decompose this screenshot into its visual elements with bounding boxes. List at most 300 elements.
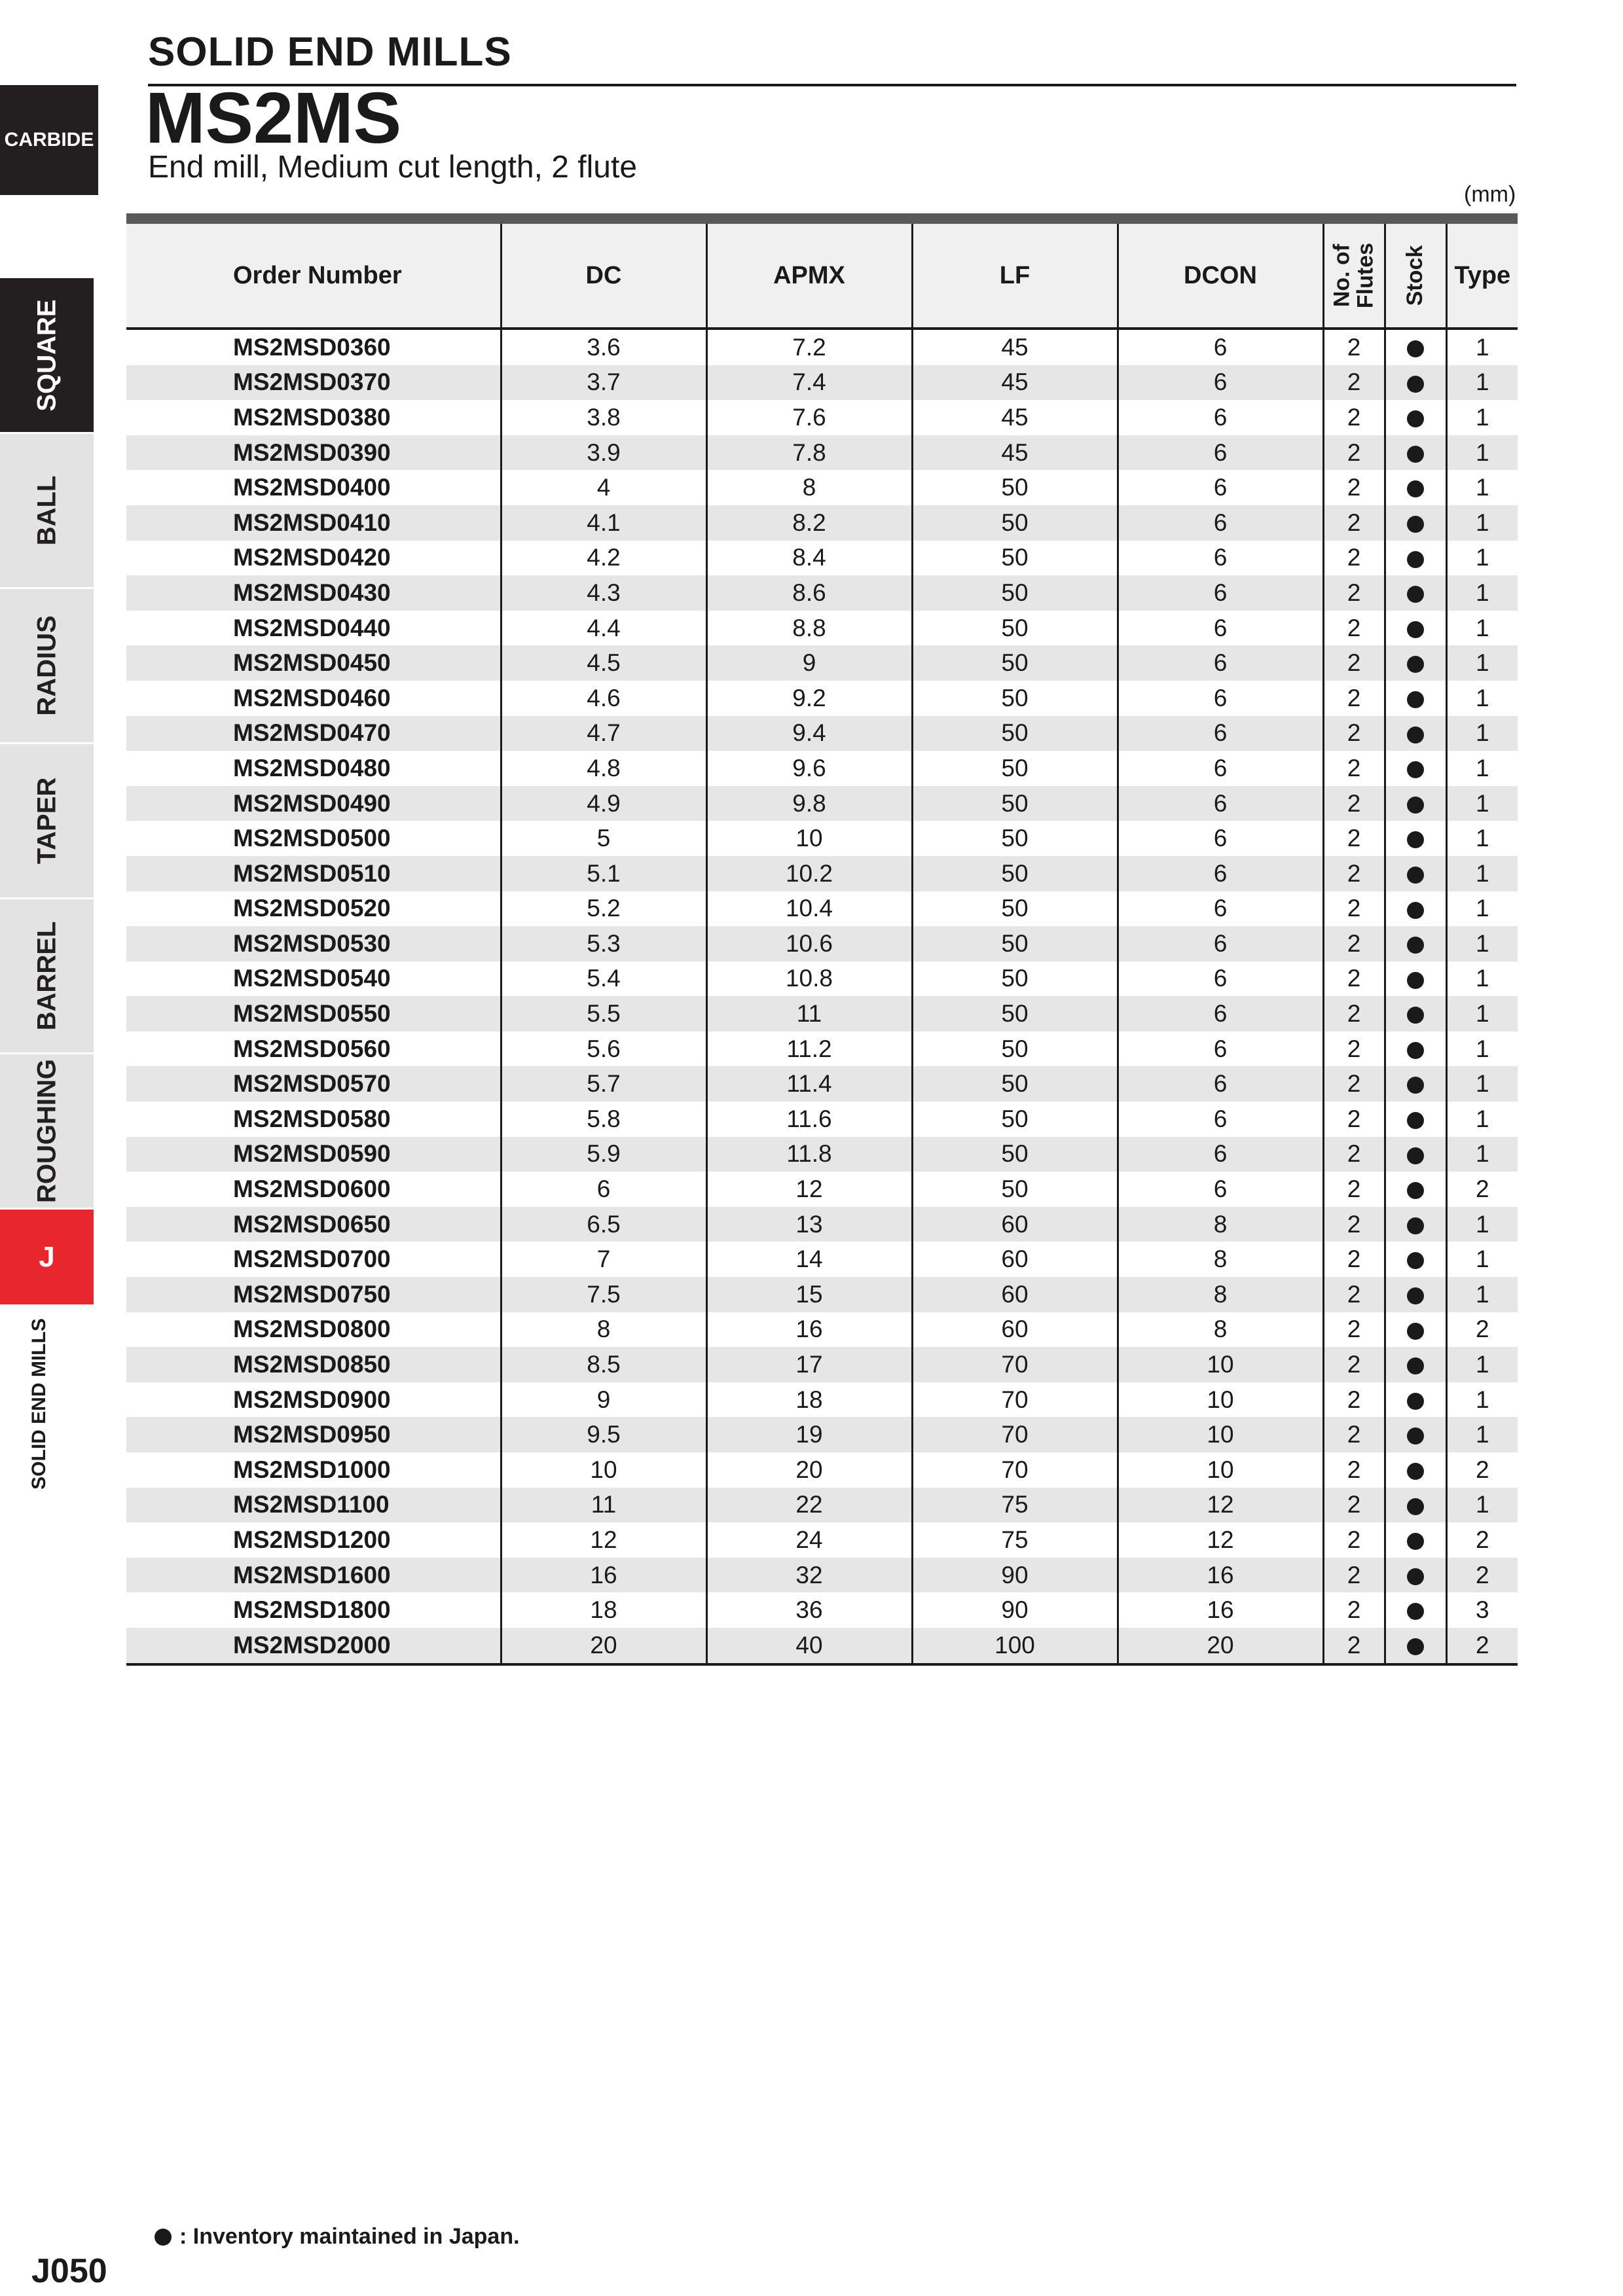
type-cell: 1 (1446, 1207, 1518, 1242)
lf-cell: 45 (912, 400, 1118, 435)
lf-cell: 90 (912, 1558, 1118, 1593)
table-row (126, 996, 1518, 1031)
flutes-cell: 2 (1323, 821, 1385, 856)
sidebar-tab-label: BALL (32, 475, 61, 546)
stock-cell (1385, 1417, 1446, 1452)
table-row (126, 1207, 1518, 1242)
apmx-cell: 9.4 (706, 716, 912, 751)
table-row (126, 856, 1518, 891)
header-stock (1385, 219, 1446, 329)
header-flutes (1323, 219, 1385, 329)
order-number-cell: MS2MSD0450 (126, 645, 501, 681)
sidebar-caption-text: SOLID END MILLS (28, 1318, 50, 1490)
stock-cell (1385, 751, 1446, 786)
sidebar-tab-square[interactable] (0, 278, 94, 432)
dc-cell: 3.9 (501, 435, 706, 471)
type-cell: 1 (1446, 996, 1518, 1031)
table-row (126, 1452, 1518, 1488)
product-code: MS2MS (145, 78, 402, 158)
flutes-cell: 2 (1323, 400, 1385, 435)
dc-cell: 4.9 (501, 786, 706, 821)
stock-cell (1385, 856, 1446, 891)
type-cell: 1 (1446, 470, 1518, 505)
stock-dot-icon (1407, 1042, 1424, 1059)
lf-cell: 45 (912, 329, 1118, 365)
flutes-cell: 2 (1323, 329, 1385, 365)
stock-dot-icon (1407, 551, 1424, 568)
stock-dot-icon (1407, 1323, 1424, 1340)
footnote (155, 2224, 520, 2250)
stock-dot-icon (1407, 516, 1424, 533)
apmx-cell: 19 (706, 1417, 912, 1452)
lf-cell: 45 (912, 435, 1118, 471)
table-row (126, 1312, 1518, 1348)
table-row (126, 1488, 1518, 1523)
sidebar-tab-taper[interactable] (0, 744, 94, 899)
dc-cell: 12 (501, 1522, 706, 1558)
flutes-cell: 2 (1323, 1312, 1385, 1348)
type-cell: 1 (1446, 891, 1518, 927)
section-letter-tab[interactable] (0, 1210, 94, 1304)
dc-cell: 3.8 (501, 400, 706, 435)
stock-dot-icon (1407, 1393, 1424, 1410)
lf-cell: 50 (912, 1102, 1118, 1137)
flutes-cell: 2 (1323, 1628, 1385, 1664)
dc-cell: 5.5 (501, 996, 706, 1031)
flutes-cell: 2 (1323, 996, 1385, 1031)
lf-cell: 50 (912, 961, 1118, 997)
table-row (126, 891, 1518, 927)
stock-dot-icon (1407, 761, 1424, 778)
sidebar-tab-ball[interactable] (0, 434, 94, 589)
type-cell: 1 (1446, 575, 1518, 611)
table-row (126, 400, 1518, 435)
stock-dot-icon (1407, 1007, 1424, 1024)
type-cell: 1 (1446, 856, 1518, 891)
apmx-cell: 7.2 (706, 329, 912, 365)
stock-dot-icon (1407, 902, 1424, 919)
flutes-cell: 2 (1323, 1242, 1385, 1277)
dcon-cell: 6 (1118, 400, 1323, 435)
type-cell: 1 (1446, 541, 1518, 576)
apmx-cell: 10.2 (706, 856, 912, 891)
stock-dot-icon (1407, 1638, 1424, 1655)
dc-cell: 20 (501, 1628, 706, 1664)
apmx-cell: 7.6 (706, 400, 912, 435)
order-number-cell: MS2MSD0510 (126, 856, 501, 891)
order-number-cell: MS2MSD1000 (233, 1456, 391, 1483)
flutes-cell: 2 (1323, 611, 1385, 646)
table-row (126, 716, 1518, 751)
flutes-cell: 2 (1323, 1488, 1385, 1523)
flutes-cell: 2 (1323, 856, 1385, 891)
lf-cell: 60 (912, 1242, 1118, 1277)
stock-cell (1385, 435, 1446, 471)
apmx-cell: 20 (706, 1452, 912, 1488)
apmx-cell: 15 (706, 1277, 912, 1312)
flutes-cell: 2 (1323, 1452, 1385, 1488)
flutes-cell: 2 (1323, 1172, 1385, 1207)
order-number-cell: MS2MSD2000 (126, 1628, 501, 1664)
stock-dot-icon (1407, 1112, 1424, 1129)
dcon-cell: 10 (1118, 1382, 1323, 1418)
lf-cell: 60 (912, 1277, 1118, 1312)
apmx-cell: 11 (706, 996, 912, 1031)
dcon-cell: 8 (1118, 1242, 1323, 1277)
type-cell: 1 (1446, 1242, 1518, 1277)
type-cell: 1 (1446, 1031, 1518, 1067)
dc-cell: 4.8 (501, 751, 706, 786)
type-cell: 1 (1446, 1488, 1518, 1523)
flutes-cell: 2 (1323, 926, 1385, 961)
dcon-cell: 6 (1118, 1172, 1323, 1207)
lf-cell: 90 (912, 1592, 1118, 1628)
type-cell: 1 (1446, 681, 1518, 716)
order-number-cell: MS2MSD0430 (126, 575, 501, 611)
stock-cell (1385, 1277, 1446, 1312)
stock-dot-icon (1407, 1217, 1424, 1234)
dcon-cell: 6 (1118, 786, 1323, 821)
lf-cell: 100 (912, 1628, 1118, 1664)
type-cell: 1 (1446, 329, 1518, 365)
flutes-cell: 2 (1323, 1066, 1385, 1102)
dc-cell: 5.1 (501, 856, 706, 891)
flutes-cell: 2 (1323, 505, 1385, 541)
flutes-cell: 2 (1323, 891, 1385, 927)
dcon-cell: 6 (1118, 926, 1323, 961)
order-number-cell: MS2MSD1800 (233, 1596, 391, 1624)
lf-cell: 50 (912, 645, 1118, 681)
apmx-cell: 11.4 (706, 1066, 912, 1102)
dc-cell: 5.4 (501, 961, 706, 997)
flutes-cell: 2 (1323, 470, 1385, 505)
lf-cell: 50 (912, 611, 1118, 646)
order-number-cell: MS2MSD0590 (126, 1137, 501, 1172)
flutes-cell: 2 (1323, 1031, 1385, 1067)
apmx-cell: 36 (706, 1592, 912, 1628)
stock-dot-icon (1407, 972, 1424, 989)
dcon-cell: 6 (1118, 435, 1323, 471)
table-row (126, 821, 1518, 856)
flutes-cell: 2 (1323, 645, 1385, 681)
table-row (126, 645, 1518, 681)
order-number-cell: MS2MSD0520 (233, 895, 391, 922)
stock-dot-icon (1407, 937, 1424, 954)
sidebar-tab-roughing[interactable] (0, 1054, 94, 1210)
stock-cell (1385, 891, 1446, 927)
type-cell: 1 (1446, 1347, 1518, 1382)
order-number-cell: MS2MSD0750 (126, 1277, 501, 1312)
lf-cell: 50 (912, 786, 1118, 821)
order-number-cell: MS2MSD0540 (233, 965, 391, 992)
apmx-cell: 24 (706, 1522, 912, 1558)
stock-cell (1385, 1347, 1446, 1382)
dc-cell: 9.5 (501, 1417, 706, 1452)
header-apmx: APMX (706, 219, 912, 329)
flutes-cell: 2 (1323, 1522, 1385, 1558)
type-cell: 1 (1446, 961, 1518, 997)
apmx-cell: 9.2 (706, 681, 912, 716)
dcon-cell: 12 (1118, 1488, 1323, 1523)
type-cell: 1 (1446, 611, 1518, 646)
product-description: End mill, Medium cut length, 2 flute (148, 150, 638, 185)
dc-cell: 4.2 (501, 541, 706, 576)
dcon-cell: 16 (1118, 1558, 1323, 1593)
page-number: J050 (31, 2252, 107, 2290)
stock-cell (1385, 1207, 1446, 1242)
order-number-cell: MS2MSD0500 (233, 825, 391, 852)
table-row (126, 751, 1518, 786)
stock-cell (1385, 716, 1446, 751)
header-order-number: Order Number (126, 219, 501, 329)
stock-cell (1385, 611, 1446, 646)
stock-dot-icon (1407, 656, 1424, 673)
stock-dot-icon (1407, 1498, 1424, 1515)
order-number-cell: MS2MSD0490 (126, 786, 501, 821)
dcon-cell: 6 (1118, 505, 1323, 541)
stock-dot-icon (1407, 1427, 1424, 1444)
dc-cell: 10 (501, 1452, 706, 1488)
apmx-cell: 10.4 (706, 891, 912, 927)
stock-cell (1385, 365, 1446, 401)
apmx-cell: 11.6 (706, 1102, 912, 1137)
table-row (126, 926, 1518, 961)
stock-cell (1385, 645, 1446, 681)
apmx-cell: 8.6 (706, 575, 912, 611)
apmx-cell: 10 (706, 821, 912, 856)
apmx-cell: 11.8 (706, 1137, 912, 1172)
stock-cell (1385, 1242, 1446, 1277)
header-flutes-line2: Flutes (1353, 242, 1377, 309)
type-cell: 1 (1446, 926, 1518, 961)
header-type: Type (1446, 219, 1518, 329)
flutes-cell: 2 (1323, 435, 1385, 471)
order-number-cell: MS2MSD0420 (233, 544, 391, 571)
stock-dot-icon (1407, 867, 1424, 884)
dcon-cell: 6 (1118, 751, 1323, 786)
order-number-cell: MS2MSD0470 (126, 716, 501, 751)
order-number-cell: MS2MSD0410 (126, 505, 501, 541)
lf-cell: 70 (912, 1382, 1118, 1418)
apmx-cell: 17 (706, 1347, 912, 1382)
stock-dot-icon (1407, 1533, 1424, 1550)
stock-cell (1385, 681, 1446, 716)
stock-cell (1385, 329, 1446, 365)
apmx-cell: 40 (706, 1628, 912, 1664)
stock-dot-icon (1407, 1147, 1424, 1164)
order-number-cell: MS2MSD0380 (233, 403, 391, 431)
stock-dot-icon (1407, 340, 1424, 357)
stock-cell (1385, 1592, 1446, 1628)
dcon-cell: 6 (1118, 575, 1323, 611)
table-header-row (126, 219, 1518, 329)
sidebar-caption (20, 1306, 98, 1502)
table-row (126, 1558, 1518, 1593)
table-row (126, 1066, 1518, 1102)
flutes-cell: 2 (1323, 681, 1385, 716)
order-number-cell: MS2MSD0900 (233, 1386, 391, 1413)
lf-cell: 50 (912, 541, 1118, 576)
apmx-cell: 12 (706, 1172, 912, 1207)
order-number-cell: MS2MSD1600 (126, 1558, 501, 1593)
dc-cell: 4.5 (501, 645, 706, 681)
stock-dot-icon (1407, 1603, 1424, 1620)
flutes-cell: 2 (1323, 365, 1385, 401)
type-cell: 1 (1446, 751, 1518, 786)
apmx-cell: 9.6 (706, 751, 912, 786)
stock-cell (1385, 400, 1446, 435)
apmx-cell: 9.8 (706, 786, 912, 821)
lf-cell: 50 (912, 856, 1118, 891)
flutes-cell: 2 (1323, 1137, 1385, 1172)
dc-cell: 5.7 (501, 1066, 706, 1102)
stock-dot-icon (1407, 480, 1424, 497)
dc-cell: 6.5 (501, 1207, 706, 1242)
lf-cell: 75 (912, 1522, 1118, 1558)
lf-cell: 50 (912, 681, 1118, 716)
header-stock-label: Stock (1402, 245, 1428, 306)
stock-cell (1385, 575, 1446, 611)
stock-cell (1385, 1522, 1446, 1558)
lf-cell: 70 (912, 1452, 1118, 1488)
dc-cell: 5.9 (501, 1137, 706, 1172)
sidebar-tab-radius[interactable] (0, 589, 94, 744)
section-letter: J (39, 1240, 55, 1273)
type-cell: 3 (1446, 1592, 1518, 1628)
stock-dot-icon (1407, 831, 1424, 848)
apmx-cell: 11.2 (706, 1031, 912, 1067)
table-row (126, 505, 1518, 541)
dc-cell: 7 (501, 1242, 706, 1277)
dcon-cell: 6 (1118, 1137, 1323, 1172)
order-number-cell: MS2MSD0580 (233, 1105, 391, 1132)
flutes-cell: 2 (1323, 1592, 1385, 1628)
dcon-cell: 6 (1118, 611, 1323, 646)
dcon-cell: 6 (1118, 961, 1323, 997)
table-row (126, 1417, 1518, 1452)
order-number-cell: MS2MSD0850 (126, 1347, 501, 1382)
dcon-cell: 6 (1118, 645, 1323, 681)
table-row (126, 365, 1518, 401)
table-row (126, 1102, 1518, 1137)
lf-cell: 60 (912, 1312, 1118, 1348)
flutes-cell: 2 (1323, 786, 1385, 821)
table-row (126, 1277, 1518, 1312)
type-cell: 1 (1446, 645, 1518, 681)
stock-cell (1385, 961, 1446, 997)
type-cell: 2 (1446, 1172, 1518, 1207)
lf-cell: 50 (912, 996, 1118, 1031)
apmx-cell: 14 (706, 1242, 912, 1277)
apmx-cell: 32 (706, 1558, 912, 1593)
dcon-cell: 6 (1118, 329, 1323, 365)
lf-cell: 75 (912, 1488, 1118, 1523)
dcon-cell: 6 (1118, 1102, 1323, 1137)
dcon-cell: 16 (1118, 1592, 1323, 1628)
material-tab-carbide: CARBIDE (0, 85, 98, 195)
dc-cell: 8.5 (501, 1347, 706, 1382)
stock-cell (1385, 1312, 1446, 1348)
order-number-cell: MS2MSD0600 (233, 1175, 391, 1203)
order-number-cell: MS2MSD0390 (126, 435, 501, 471)
apmx-cell: 13 (706, 1207, 912, 1242)
stock-cell (1385, 1558, 1446, 1593)
dc-cell: 5.3 (501, 926, 706, 961)
dc-cell: 3.7 (501, 365, 706, 401)
apmx-cell: 16 (706, 1312, 912, 1348)
dc-cell: 11 (501, 1488, 706, 1523)
lf-cell: 50 (912, 505, 1118, 541)
type-cell: 1 (1446, 435, 1518, 471)
dcon-cell: 6 (1118, 365, 1323, 401)
stock-cell (1385, 786, 1446, 821)
dc-cell: 5.8 (501, 1102, 706, 1137)
table-row (126, 611, 1518, 646)
dc-cell: 3.6 (501, 329, 706, 365)
type-cell: 2 (1446, 1558, 1518, 1593)
lf-cell: 50 (912, 926, 1118, 961)
type-cell: 1 (1446, 1277, 1518, 1312)
sidebar-tab-label: RADIUS (32, 615, 61, 716)
stock-cell (1385, 821, 1446, 856)
stock-dot-icon (1407, 410, 1424, 427)
dc-cell: 5.6 (501, 1031, 706, 1067)
stock-dot-icon (1407, 586, 1424, 603)
type-cell: 1 (1446, 1417, 1518, 1452)
stock-cell (1385, 1628, 1446, 1664)
stock-cell (1385, 1382, 1446, 1418)
type-cell: 1 (1446, 1382, 1518, 1418)
apmx-cell: 7.4 (706, 365, 912, 401)
header-dcon: DCON (1118, 219, 1323, 329)
apmx-cell: 10.6 (706, 926, 912, 961)
type-cell: 2 (1446, 1628, 1518, 1664)
apmx-cell: 10.8 (706, 961, 912, 997)
type-cell: 1 (1446, 821, 1518, 856)
dcon-cell: 6 (1118, 821, 1323, 856)
stock-dot-icon (1407, 621, 1424, 638)
section-title: SOLID END MILLS (148, 29, 512, 75)
lf-cell: 50 (912, 751, 1118, 786)
stock-dot-icon (1407, 726, 1424, 744)
flutes-cell: 2 (1323, 961, 1385, 997)
header-dc: DC (501, 219, 706, 329)
flutes-cell: 2 (1323, 1558, 1385, 1593)
apmx-cell: 8.4 (706, 541, 912, 576)
table-row (126, 1137, 1518, 1172)
lf-cell: 50 (912, 821, 1118, 856)
table-row (126, 961, 1518, 997)
order-number-cell: MS2MSD0570 (126, 1066, 501, 1102)
sidebar-tab-label: BARREL (32, 921, 61, 1031)
dcon-cell: 10 (1118, 1417, 1323, 1452)
dcon-cell: 10 (1118, 1452, 1323, 1488)
sidebar-tab-label: SQUARE (32, 298, 61, 412)
dcon-cell: 6 (1118, 856, 1323, 891)
sidebar-tab-label: TAPER (32, 777, 61, 865)
stock-dot-icon (1407, 691, 1424, 708)
stock-cell (1385, 996, 1446, 1031)
apmx-cell: 8.8 (706, 611, 912, 646)
dc-cell: 16 (501, 1558, 706, 1593)
sidebar-tab-barrel[interactable] (0, 899, 94, 1054)
header-flutes-line1: No. of (1329, 243, 1355, 308)
type-cell: 2 (1446, 1522, 1518, 1558)
header-lf: LF (912, 219, 1118, 329)
dcon-cell: 6 (1118, 1031, 1323, 1067)
type-cell: 1 (1446, 505, 1518, 541)
dc-cell: 4.6 (501, 681, 706, 716)
